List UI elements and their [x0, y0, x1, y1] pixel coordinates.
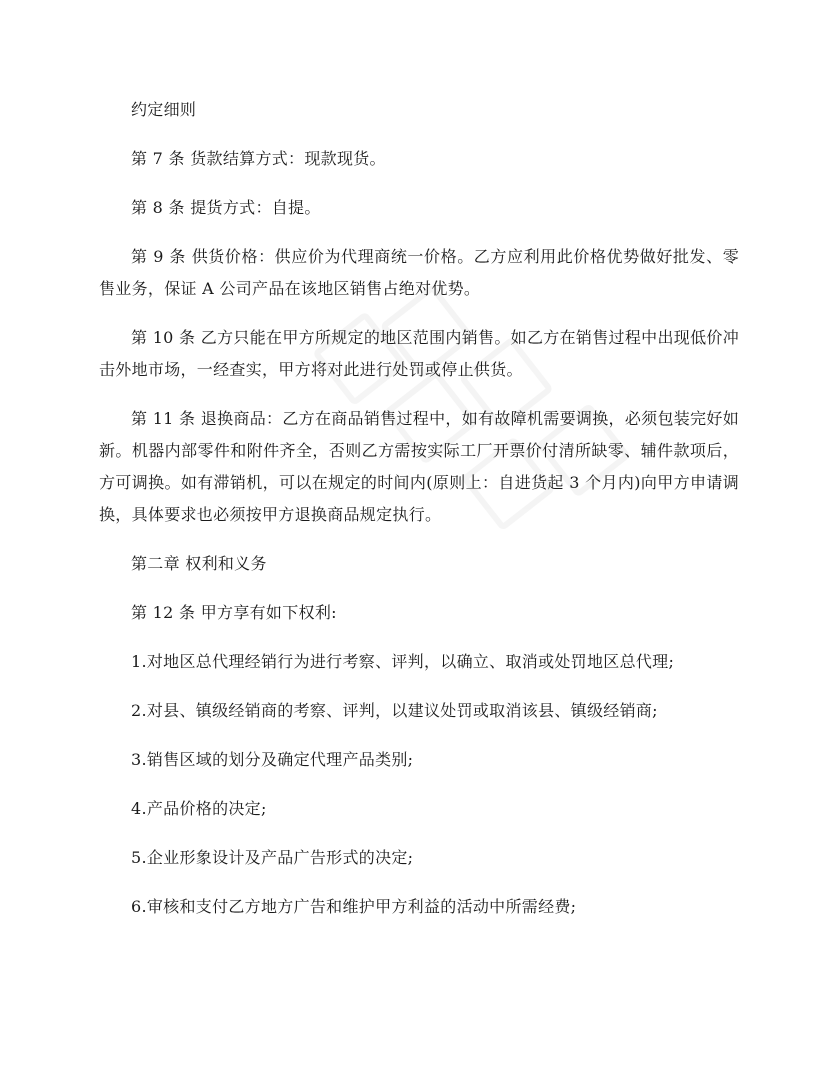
right-item-6: 6.审核和支付乙方地方广告和维护甲方利益的活动中所需经费; — [131, 897, 577, 916]
article-9-supply-price: 第 9 条 供货价格：供应价为代理商统一价格。乙方应利用此价格优势做好批发、零售业务，保证 A 公司产品在该地区销售占绝对优势。 — [99, 247, 739, 298]
document-body — [99, 94, 739, 940]
article-11-returns: 第 11 条 退换商品：乙方在商品销售过程中，如有故障机需要调换，必须包装完好如新。机器内部零件和附件齐全，否则乙方需按实际工厂开票价付清所缺零、辅件款项后，方可调换。如有滞销机，可以在规定的时间内(原则上：自进货起 3 个月内)向甲方申请调换，具体要求也必须按甲方退换商品规定执行。 — [99, 409, 739, 524]
article-7-payment-settlement: 第 7 条 货款结算方式：现款现货。 — [131, 149, 386, 168]
section-title-agreement-details: 约定细则 — [131, 100, 197, 119]
right-item-2: 2.对县、镇级经销商的考察、评判，以建议处罚或取消该县、镇级经销商; — [131, 701, 658, 720]
right-item-4: 4.产品价格的决定; — [131, 799, 267, 818]
article-8-pickup-method: 第 8 条 提货方式：自提。 — [131, 198, 321, 217]
chapter-2-title: 第二章 权利和义务 — [131, 554, 267, 573]
right-item-3: 3.销售区域的划分及确定代理产品类别; — [131, 750, 414, 769]
right-item-1: 1.对地区总代理经销行为进行考察、评判，以确立、取消或处罚地区总代理; — [131, 652, 675, 671]
article-12-party-a-rights: 第 12 条 甲方享有如下权利: — [131, 603, 337, 622]
right-item-5: 5.企业形象设计及产品广告形式的决定; — [131, 848, 414, 867]
article-10-sales-region: 第 10 条 乙方只能在甲方所规定的地区范围内销售。如乙方在销售过程中出现低价冲击外地市场，一经查实，甲方将对此进行处罚或停止供货。 — [99, 328, 739, 379]
